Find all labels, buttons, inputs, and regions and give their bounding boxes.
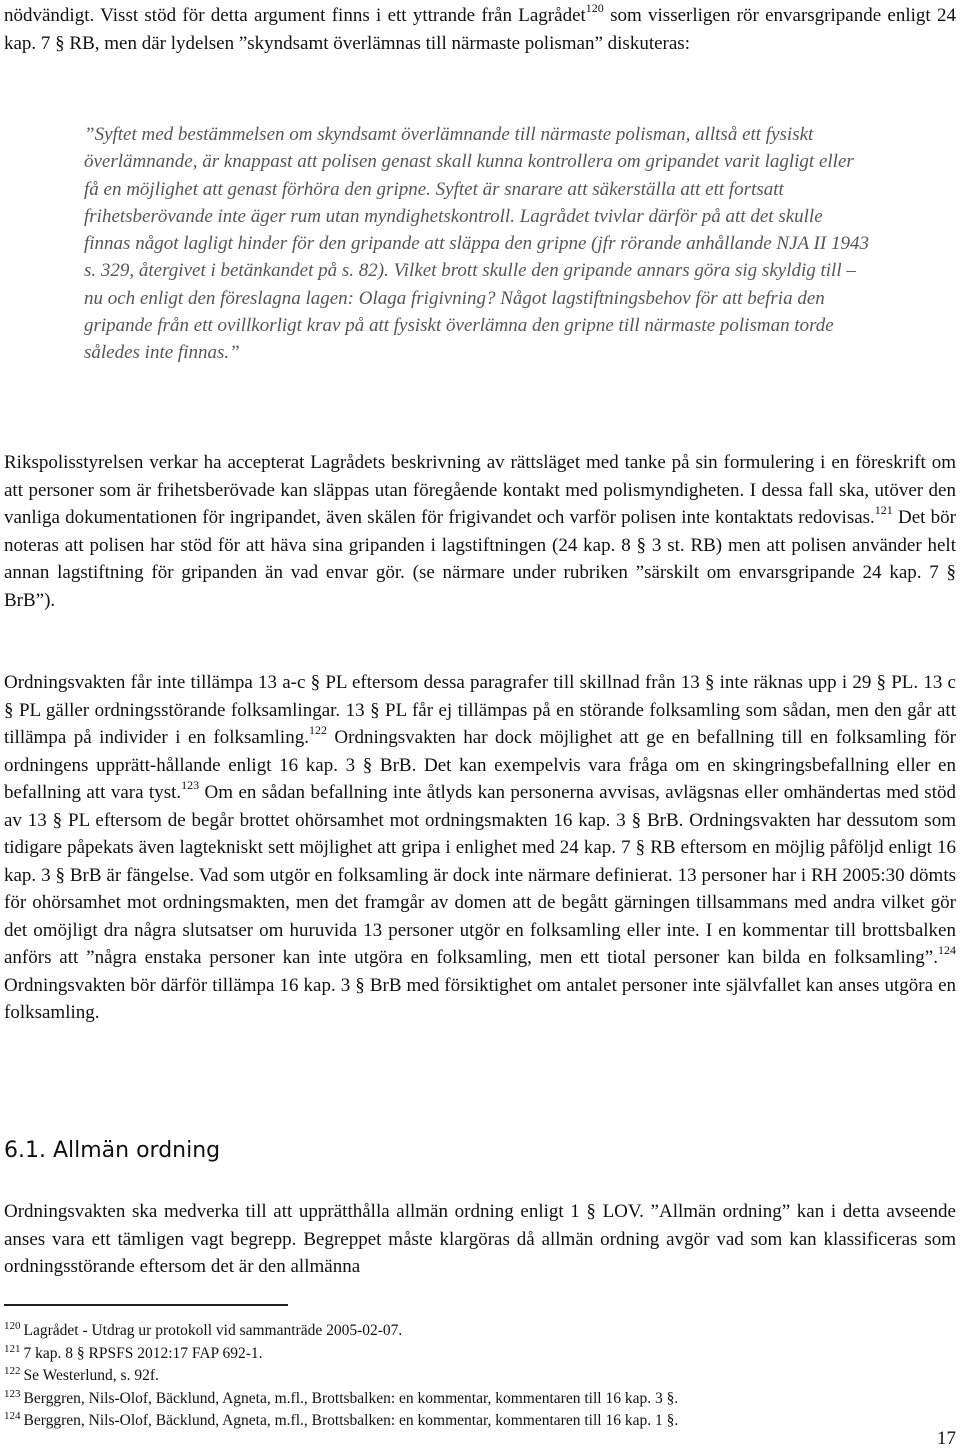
footnote xyxy=(4,1410,956,1433)
text-segment: Om en sådan befallning inte åtlyds kan personerna avvisas, avlägsnas eller omhändertas med stöd av 13 § PL eftersom de begår brottet ohörsamhet mot ordningsmakten 16 kap. 3 § BrB. Ordningsvakten har dessutom som tidigare påpekats även lagtekniskt sett möjlighet att gripa i enlighet med 24 kap. 7 § RB eftersom en möjlig påföljd enligt 16 kap. 3 § BrB är fängelse. Vad som utgör en folksamling är dock inte närmare definierat. 13 personer har i RH 2005:30 dömts för ohörsamhet mot ordningsmakten, men det framgår av domen att de begått gärningen tillsammans med andra vilket gör det omöjligt dra några slutsatser om huruvida 13 personer utgör en folksamling eller inte. I en kommentar till brottsbalken anförs att ”några enstaka personer kan inte utgöra en folksamling, men ett tiotal personer kan bilda en folksamling”. xyxy=(4,782,956,968)
text-segment: som visserligen rör envarsgripande enligt 24 kap. 7 § RB, men där lydelsen ”skyndsamt överlämnas till närmaste polisman” diskuteras: xyxy=(4,5,956,54)
text-segment: Det bör noteras att polisen har stöd för att häva sina gripanden i lagstiftningen (24 kap. 8 § 3 st. RB) men att polisen använder helt annan lagstiftning för gripanden än vad envar gör. (se närmare under rubriken ”särskilt om envarsgripande 24 kap. 7 § BrB”). xyxy=(4,507,956,611)
text-segment: ”Syftet med bestämmelsen om skyndsamt överlämnande till närmaste polisman, alltså ett fysiskt överlämnande, är knappast att polisen genast skall kunna kontrollera om gripandet varit lagligt eller få en möjlighet att genast förhöra den gripne. Syftet är snarare att säkerställa att ett fortsatt frihetsberövande inte äger rum utan myndighetskontroll. Lagrådet tvivlar därför på att det skulle finnas något lagligt hinder för den gripande att släppa den gripne (jfr rörande anhållande NJA II 1943 s. 329, återgivet i betänkandet på s. 82). Vilket brott skulle den gripande annars göra sig skyldig till – nu och enligt den föreslagna lagen: Olaga frigivning? Något lagstiftningsbehov för att befria den gripande från ett ovillkorligt krav på att fysiskt överlämna den gripne till närmaste polisman torde således inte finnas.” xyxy=(84,124,869,364)
footnote-ref: 123 xyxy=(181,778,200,792)
footnote-text: Se Westerlund, s. 92f. xyxy=(23,1367,159,1385)
text-segment: Ordningsvakten får inte tillämpa 13 a-c § PL eftersom dessa paragrafer till skillnad från 13 § inte räknas upp i 29 § PL. 13 c § PL gäller ordningsstörande folksamlingar. 13 § PL får ej tillämpas på en störande folksamling som sådan, men den går att tillämpa på individer i en folksamling. xyxy=(4,672,956,748)
footnote-number: 122 xyxy=(4,1365,21,1378)
footnote-text: 7 kap. 8 § RPSFS 2012:17 FAP 692-1. xyxy=(23,1344,263,1362)
paragraph-ordningsvakten xyxy=(4,669,956,1027)
page-number: 17 xyxy=(937,1428,956,1449)
footnote xyxy=(4,1343,956,1366)
paragraph-intro xyxy=(4,2,956,57)
text-segment: Ordningsvakten bör därför tillämpa 16 kap. 3 § BrB med försiktighet om antalet personer inte självfallet kan anses utgöra en folksamling. xyxy=(4,974,956,1023)
footnote xyxy=(4,1388,956,1411)
footnote-text: Berggren, Nils-Olof, Bäcklund, Agneta, m.fl., Brottsbalken: en kommentar, kommentaren till 16 kap. 3 §. xyxy=(23,1389,679,1407)
footnote-text: Berggren, Nils-Olof, Bäcklund, Agneta, m.fl., Brottsbalken: en kommentar, kommentaren till 16 kap. 1 §. xyxy=(23,1412,679,1430)
text-segment: nödvändigt. Visst stöd för detta argument finns i ett yttrande från Lagrådet xyxy=(4,5,586,26)
paragraph-rikspolisstyrelsen xyxy=(4,449,956,614)
footnote-number: 121 xyxy=(4,1342,21,1355)
footnote-ref: 122 xyxy=(308,723,327,737)
block-quote xyxy=(84,121,872,367)
footnote-number: 123 xyxy=(4,1387,21,1400)
footnote-number: 124 xyxy=(4,1410,21,1423)
footnote-divider xyxy=(4,1304,288,1306)
paragraph-allman-ordning xyxy=(4,1198,956,1281)
footnote xyxy=(4,1320,956,1343)
text-segment: Ordningsvakten ska medverka till att upprätthålla allmän ordning enligt 1 § LOV. ”Allmän ordning” kan i detta avseende anses vara ett tämligen vagt begrepp. Begreppet måste klargöras då allmän ordning avgör vad som kan klassificeras som ordningsstörande eftersom det är den allmänna xyxy=(4,1201,956,1277)
footnote-ref: 124 xyxy=(938,943,956,957)
section-heading: 6.1. Allmän ordning xyxy=(4,1138,221,1163)
footnote-list xyxy=(4,1320,956,1433)
footnote-number: 120 xyxy=(4,1320,21,1332)
footnote xyxy=(4,1365,956,1388)
footnote-text: Lagrådet - Utdrag ur protokoll vid sammanträde 2005-02-07. xyxy=(23,1322,403,1339)
footnote-ref: 120 xyxy=(585,1,604,15)
text-segment: Rikspolisstyrelsen verkar ha accepterat Lagrådets beskrivning av rättsläget med tanke på sin formulering i en föreskrift om att personer som är frihetsberövade kan släppas utan föregående kontakt med polismyndigheten. I dessa fall ska, utöver den vanliga dokumentationen för ingripandet, även skälen för frigivandet och varför polisen inte kontaktats redovisas. xyxy=(4,452,956,528)
footnote-ref: 121 xyxy=(874,503,893,517)
text-segment: Ordningsvakten har dock möjlighet att ge en befallning till en folksamling för ordningens upprätt-hållande enligt 16 kap. 3 § BrB. Det kan exempelvis vara fråga om en skingringsbefallning eller en befallning att vara tyst. xyxy=(4,727,957,803)
